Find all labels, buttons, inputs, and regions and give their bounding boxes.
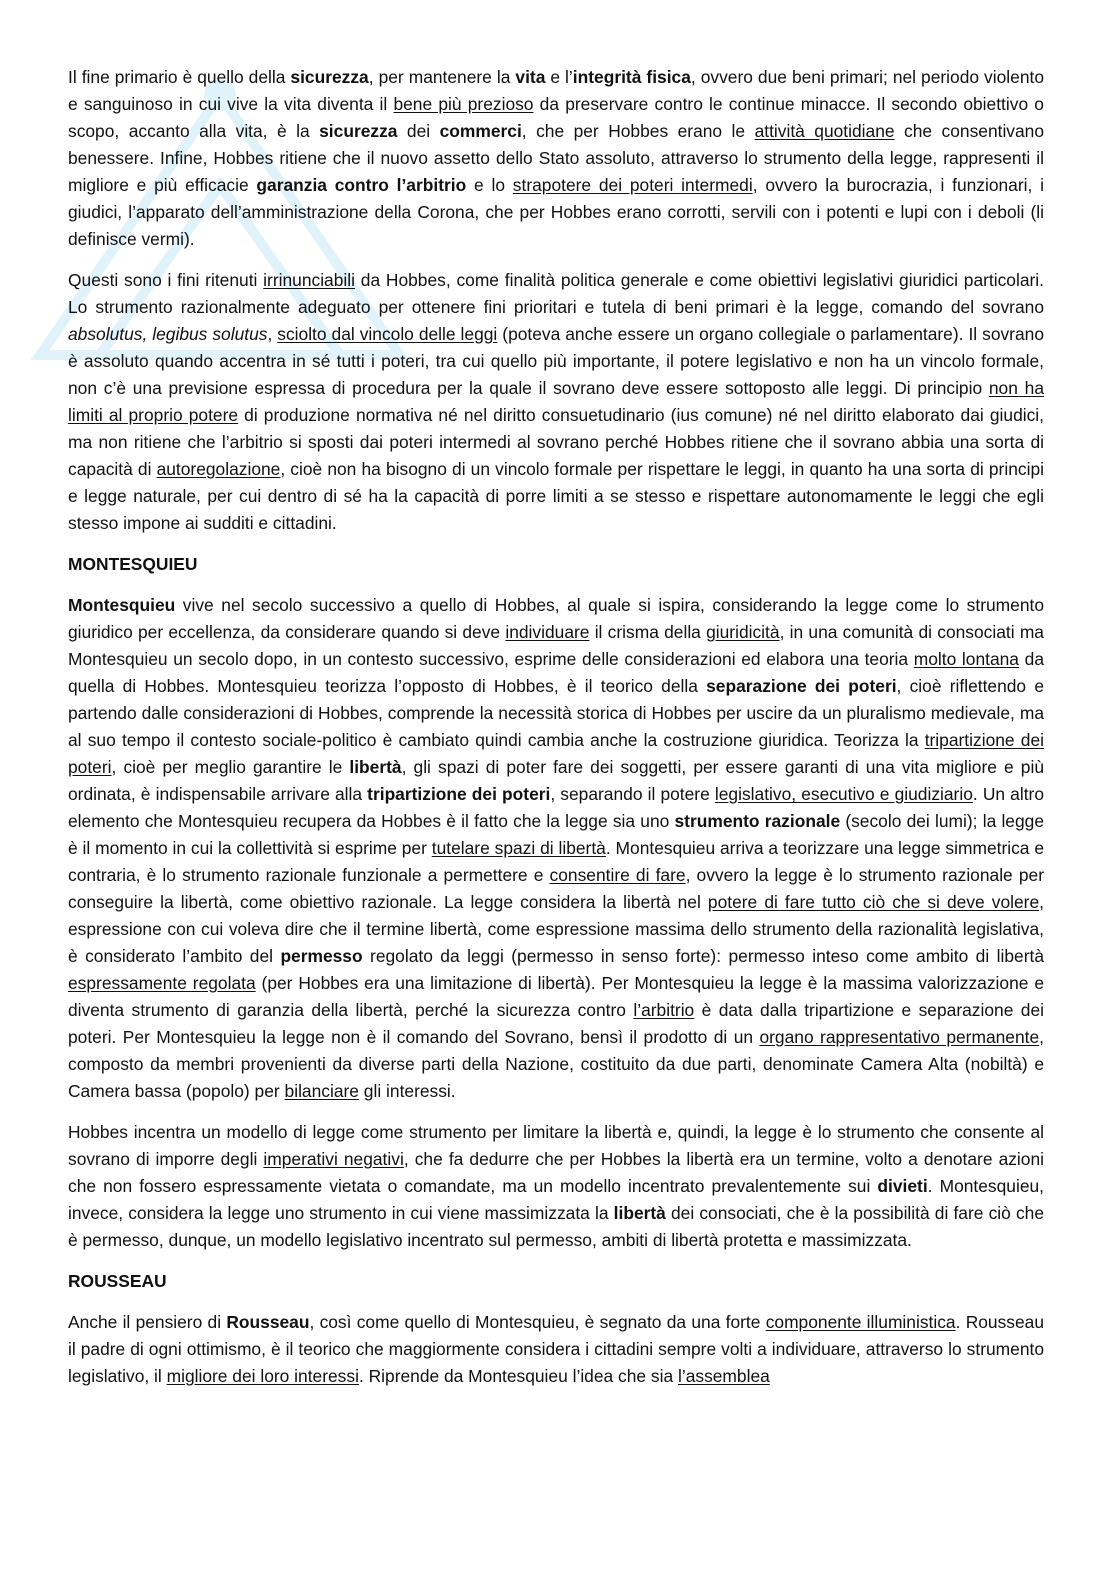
section-heading-rousseau: ROUSSEAU <box>68 1271 167 1291</box>
text-run: Il fine primario è quello della <box>68 67 291 87</box>
text-run: Hobbes incentra un modello di legge come strumento per limitare la libertà e, quindi, la legge è lo strumento che consente al sovrano di imporre degli <box>68 1122 1044 1169</box>
text-run: Anche il pensiero di <box>68 1312 227 1332</box>
text-run: , gli spazi di poter fare dei soggetti, per essere garanti di una vita migliore e più ordinata, è indispensabile arrivare alla <box>68 757 1044 804</box>
bold-term: sicurezza <box>319 121 398 141</box>
underlined-phrase: organo rappresentativo permanente <box>759 1027 1040 1047</box>
underlined-phrase: strapotere dei poteri intermedi <box>512 175 753 195</box>
text-run: , ovvero due beni primari; nel periodo violento e sanguinoso in cui vive la vita diventa il <box>68 67 1044 114</box>
underlined-phrase: l’assemblea <box>677 1366 770 1386</box>
text-run: Questi sono i fini ritenuti <box>68 270 264 290</box>
bold-term: commerci <box>439 121 522 141</box>
text-run: da quella di Hobbes. Montesquieu teorizza l’opposto di Hobbes, è il teorico della <box>68 649 1044 696</box>
underlined-phrase: autoregolazione <box>156 459 281 479</box>
text-run: regolato da leggi (permesso in senso forte): permesso inteso come ambito di libertà <box>362 946 1045 966</box>
underlined-phrase: molto lontana <box>913 649 1019 669</box>
text-run: , così come quello di Montesquieu, è segnato da una forte <box>309 1312 766 1332</box>
text-run: , ovvero la burocrazia, i funzionari, i giudici, l’apparato dell’amministrazione della Corona, che per Hobbes erano corrotti, servili con i potenti e lupi con i deboli (li definisce vermi). <box>68 175 1044 249</box>
text-run: , cioè per meglio garantire le <box>111 757 350 777</box>
underlined-phrase: potere di fare tutto ciò che si deve volere <box>707 892 1040 912</box>
text-run: il crisma della <box>589 622 707 642</box>
text-run: (secolo dei lumi); la legge è il momento in cui la collettività si esprime per <box>68 811 1044 858</box>
underlined-phrase: imperativi negativi <box>263 1149 404 1169</box>
bold-term: permesso <box>280 946 363 966</box>
text-run: che consentivano benessere. Infine, Hobbes ritiene che il nuovo assetto dello Stato assoluto, attraverso lo strumento della legge, rappresenti il migliore e più efficacie <box>68 121 1045 195</box>
text-run: . Un altro elemento che Montesquieu recupera da Hobbes è il fatto che la legge sia uno <box>68 784 1044 831</box>
underlined-phrase: espressamente regolata <box>68 973 256 993</box>
text-run: gli interessi. <box>358 1081 456 1101</box>
underlined-phrase: giuridicità <box>706 622 780 642</box>
bold-term: garanzia contro l’arbitrio <box>256 175 467 195</box>
paragraph-p1 <box>68 64 1044 253</box>
text-run: dei consociati, che è la possibilità di fare ciò che è permesso, dunque, un modello legislativo incentrato sul permesso, ambiti di libertà protetta e massimizzata. <box>68 1203 1044 1250</box>
underlined-phrase: sciolto dal vincolo delle leggi <box>277 324 498 344</box>
text-run: , per mantenere la <box>368 67 516 87</box>
text-run: di produzione normativa né nel diritto consuetudinario (ius comune) né nel diritto elaborato dai giudici, ma non ritiene che l’arbitrio si sposti dai poteri intermedi al sovrano perché Hobbes ritiene che il sovrano abbia una sorta di capacità di <box>68 405 1044 479</box>
text-run: , in una comunità di consociati ma Montesquieu un secolo dopo, in un contesto successivo, esprime delle considerazioni ed elabora una teoria <box>68 622 1044 669</box>
section-heading-montesquieu: MONTESQUIEU <box>68 554 198 574</box>
text-run: , <box>267 324 278 344</box>
paragraph-p3 <box>68 592 1044 1105</box>
text-run: . Montesquieu arriva a teorizzare una legge simmetrica e contraria, è lo strumento razionale funzionale a permettere e <box>68 838 1045 885</box>
text-run: , cioè non ha bisogno di un vincolo formale per rispettare le leggi, in quanto ha una sorta di principi e legge naturale, per cui dentro di sé ha la capacità di porre limiti a se stesso e rispettare autonomamente le leggi che egli stesso impone ai sudditi e cittadini. <box>68 459 1044 533</box>
underlined-phrase: non ha limiti al proprio potere <box>68 378 1044 425</box>
bold-term: separazione dei poteri <box>706 676 897 696</box>
text-run: (poteva anche essere un organo collegiale o parlamentare). Il sovrano è assoluto quando accentra in sé tutti i poteri, tra cui quello più importante, il potere legislativo e non ha un vincolo formale, non c’è una previsione espressa di procedura per la quale il sovrano deve essere sottoposto alle leggi. Di principio <box>68 324 1044 398</box>
paragraph-p5 <box>68 1309 1044 1390</box>
text-run: vive nel secolo successivo a quello di Hobbes, al quale si ispira, considerando la legge come lo strumento giuridico per eccellenza, da considerare quando si deve <box>68 595 1044 642</box>
text-run: da Hobbes, come finalità politica generale e come obiettivi legislativi giuridici particolari. Lo strumento razionalmente adeguato per ottenere fini prioritari e tutela di beni primari è la legge, comando del sovrano <box>68 270 1044 317</box>
text-run: , che per Hobbes erano le <box>521 121 755 141</box>
paragraph-p4 <box>68 1119 1044 1254</box>
underlined-phrase: bilanciare <box>284 1081 359 1101</box>
text-run: è data dalla tripartizione e separazione dei poteri. Per Montesquieu la legge non è il comando del Sovrano, bensì il prodotto di un <box>68 1000 1044 1047</box>
underlined-phrase: legislativo, esecutivo e giudiziario <box>714 784 973 804</box>
text-run: . Riprende da Montesquieu l’idea che sia <box>358 1366 678 1386</box>
text-run: (per Hobbes era una limitazione di libertà). Per Montesquieu la legge è la massima valorizzazione e diventa strumento di garanzia della libertà, perché la sicurezza contro <box>68 973 1044 1020</box>
bold-term: sicurezza <box>290 67 369 87</box>
text-run: da preservare contro le continue minacce. Il secondo obiettivo o scopo, accanto alla vita, è la <box>68 94 1044 141</box>
text-run: . Rousseau il padre di ogni ottimismo, è il teorico che maggiormente considera i cittadini sempre volti a individuare, attraverso lo strumento legislativo, il <box>68 1312 1044 1386</box>
bold-term: tripartizione dei poteri <box>367 784 551 804</box>
bold-term: strumento razionale <box>674 811 841 831</box>
text-run: , che fa dedurre che per Hobbes la libertà era un termine, volto a denotare azioni che non fossero espressamente vietata o comandate, ma un modello incentrato prevalentemente sui <box>68 1149 1045 1196</box>
text-run: dei <box>397 121 440 141</box>
bold-term: libertà <box>613 1203 666 1223</box>
underlined-phrase: migliore dei loro interessi <box>166 1366 359 1386</box>
text-run: , ovvero la legge è lo strumento razionale per conseguire la libertà, come obiettivo razionale. La legge considera la libertà nel <box>68 865 1044 912</box>
text-run: e l’ <box>545 67 573 87</box>
bold-term: Rousseau <box>226 1312 310 1332</box>
text-run: , composto da membri provenienti da diverse parti della Nazione, costituito da due parti, denominate Camera Alta (nobiltà) e Camera bassa (popolo) per <box>68 1027 1044 1101</box>
underlined-phrase: l’arbitrio <box>633 1000 695 1020</box>
paragraph-p2 <box>68 267 1044 537</box>
underlined-phrase: tripartizione dei poteri <box>68 730 1044 777</box>
underlined-phrase: bene più prezioso <box>393 94 534 114</box>
text-run: , espressione con cui voleva dire che il termine libertà, come espressione massima dello strumento della razionalità legislativa, è considerato l’ambito del <box>68 892 1044 966</box>
underlined-phrase: individuare <box>505 622 590 642</box>
text-run: . Montesquieu, invece, considera la legge uno strumento in cui viene massimizzata la <box>68 1176 1044 1223</box>
text-run: e lo <box>466 175 513 195</box>
text-run: , cioè riflettendo e partendo dalle considerazioni di Hobbes, comprende la necessità storica di Hobbes per uscire da un pluralismo medievale, ma al suo tempo il contesto sociale-politico è cambiato quindi cambia anche la costruzione giuridica. Teorizza la <box>68 676 1044 750</box>
bold-term: divieti <box>877 1176 928 1196</box>
bold-term: vita <box>515 67 546 87</box>
underlined-phrase: tutelare spazi di libertà <box>431 838 606 858</box>
underlined-phrase: componente illuministica <box>765 1312 956 1332</box>
underlined-phrase: irrinunciabili <box>263 270 355 290</box>
bold-term: integrità fisica <box>572 67 691 87</box>
underlined-phrase: consentire di fare <box>549 865 686 885</box>
bold-term: libertà <box>349 757 402 777</box>
document-page <box>68 64 1044 1404</box>
bold-term: Montesquieu <box>68 595 176 615</box>
underlined-phrase: attività quotidiane <box>754 121 895 141</box>
text-run: , separando il potere <box>550 784 715 804</box>
italic-phrase: absolutus, legibus solutus <box>68 324 268 344</box>
